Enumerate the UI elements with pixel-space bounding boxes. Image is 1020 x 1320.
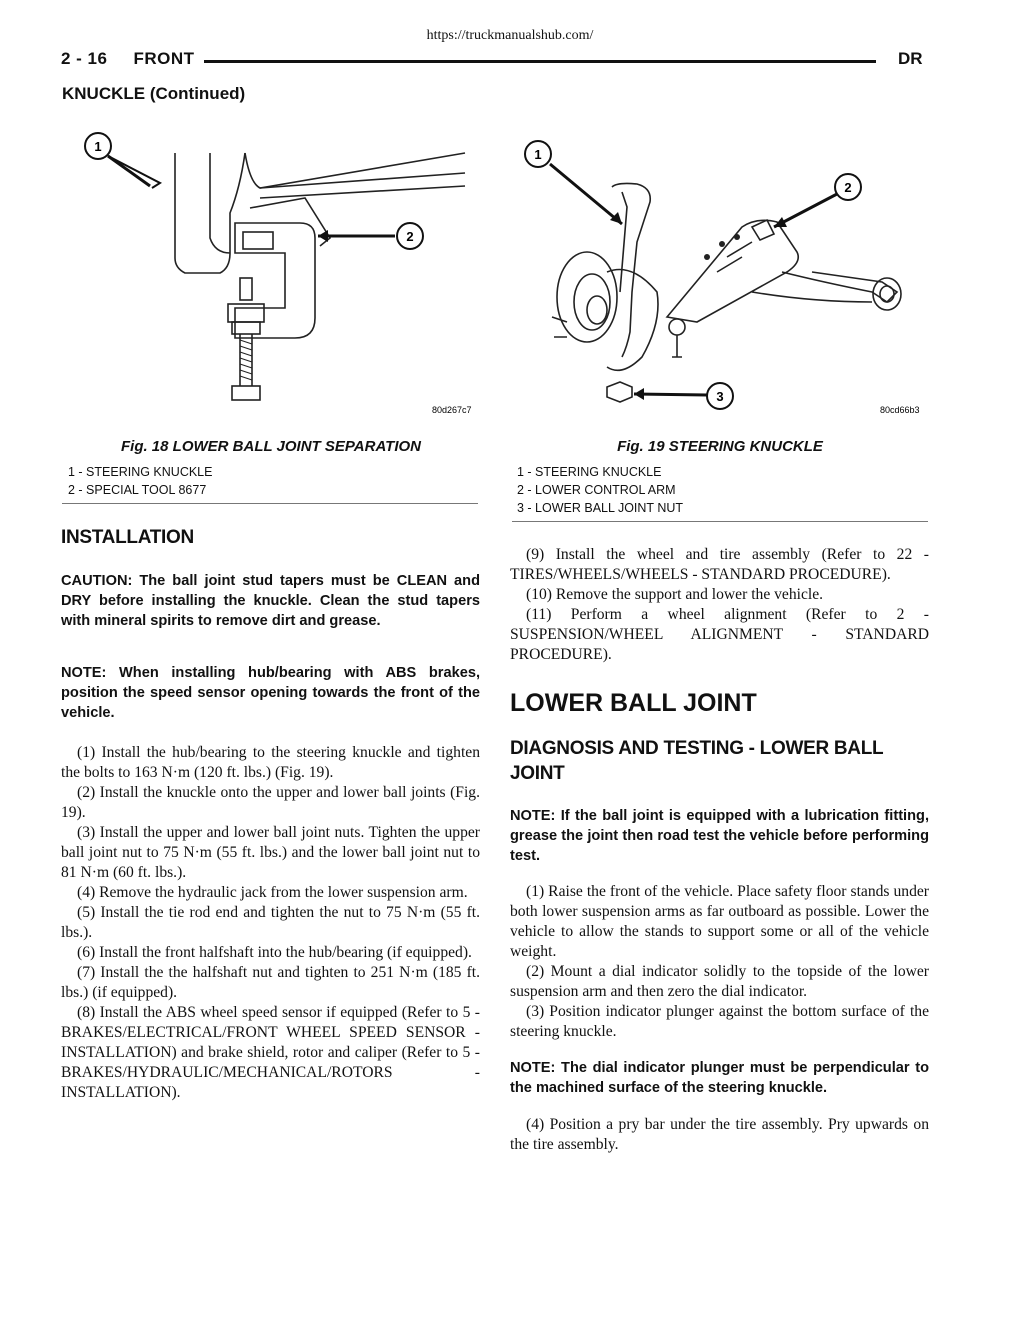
source-url: https://truckmanualshub.com/ — [426, 28, 594, 43]
install-step: (11) Perform a wheel alignment (Refer to 2 - SUSPENSION/WHEEL ALIGNMENT - STANDARD PROCEDURE). — [510, 606, 929, 663]
lower-ball-joint-heading: LOWER BALL JOINT — [510, 689, 757, 717]
right-column — [510, 545, 929, 1155]
figure-18-legend-item: 2 - SPECIAL TOOL 8677 — [68, 483, 207, 497]
diagnosis-step: (4) Position a pry bar under the tire assembly. Pry upwards on the tire assembly. — [510, 1116, 929, 1153]
figure-18-callout-1: 1 — [94, 139, 102, 154]
figure-19-callout-1: 1 — [534, 147, 542, 162]
figure-19-legend-item: 1 - STEERING KNUCKLE — [517, 465, 662, 479]
install-step: (9) Install the wheel and tire assembly (Refer to 22 - TIRES/WHEELS/WHEELS - STANDARD PROCEDURE). — [510, 546, 929, 583]
left-column — [61, 527, 480, 1103]
lubrication-note: NOTE: If the ball joint is equipped with a lubrication fitting, grease the joint then road test the vehicle before performing test. — [510, 808, 929, 864]
install-step: (10) Remove the support and lower the vehicle. — [526, 586, 824, 603]
abs-note: NOTE: When installing hub/bearing with ABS brakes, position the speed sensor opening towards the front of the vehicle. — [61, 665, 480, 721]
figure-18-legend-item: 1 - STEERING KNUCKLE — [68, 465, 213, 479]
plunger-note: NOTE: The dial indicator plunger must be perpendicular to the machined surface of the steering knuckle. — [510, 1060, 929, 1096]
install-step: (8) Install the ABS wheel speed sensor if equipped (Refer to 5 - BRAKES/ELECTRICAL/FRONT WHEEL SPEED SENSOR - INSTALLATION) and brake shield, rotor and caliper (Refer to 5 - BRAKES/HYDRAULIC/MECHANICAL/ROTORS - INSTALLATION). — [61, 1004, 480, 1101]
installation-heading: INSTALLATION — [61, 527, 194, 548]
page-number: 2 - 16 — [61, 49, 108, 68]
diagnosis-step: (1) Raise the front of the vehicle. Place safety floor stands under both lower suspension arms as far outboard as possible. Lower the vehicle to allow the stands to support some or all of the vehicle weight. — [510, 883, 929, 960]
figure-19-illustration — [512, 132, 930, 422]
install-step: (3) Install the upper and lower ball joint nuts. Tighten the upper ball joint nut to 75 N·m (55 ft. lbs.) and the lower ball joint nut to 81 N·m (60 ft. lbs.). — [61, 824, 480, 881]
figure-19-caption: Fig. 19 STEERING KNUCKLE — [617, 438, 823, 455]
figure-19-code: 80cd66b3 — [880, 405, 920, 415]
figure-18-caption: Fig. 18 LOWER BALL JOINT SEPARATION — [120, 438, 421, 455]
installation-steps — [61, 743, 480, 1103]
section-title: FRONT — [133, 49, 195, 68]
model-code: DR — [898, 49, 923, 68]
figure-19-legend — [517, 463, 927, 517]
header-rule — [204, 60, 876, 63]
figure-19-legend-item: 3 - LOWER BALL JOINT NUT — [517, 501, 684, 515]
page-header-left — [61, 49, 195, 69]
diagnosis-steps — [510, 882, 929, 1042]
figure-19-rule — [512, 521, 928, 522]
figure-19-callout-3: 3 — [716, 389, 724, 404]
figure-19-legend-item: 2 - LOWER CONTROL ARM — [517, 483, 676, 497]
install-step: (7) Install the the halfshaft nut and tighten to 251 N·m (185 ft. lbs.) (if equipped). — [61, 964, 480, 1001]
diagnosis-steps-continued — [510, 1115, 929, 1155]
figure-18-rule — [62, 503, 478, 504]
figure-18-legend — [68, 463, 478, 499]
install-step: (2) Install the knuckle onto the upper and lower ball joints (Fig. 19). — [61, 784, 480, 821]
diagnosis-step: (2) Mount a dial indicator solidly to the topside of the lower suspension arm and then zero the dial indicator. — [510, 963, 929, 1000]
figure-18-illustration — [70, 128, 480, 428]
diagnosis-heading: DIAGNOSIS AND TESTING - LOWER BALL JOINT — [510, 738, 883, 784]
install-step: (6) Install the front halfshaft into the hub/bearing (if equipped). — [77, 944, 472, 961]
install-step: (1) Install the hub/bearing to the steering knuckle and tighten the bolts to 163 N·m (120 ft. lbs.) (Fig. 19). — [61, 744, 480, 781]
diagnosis-step: (3) Position indicator plunger against the bottom surface of the steering knuckle. — [510, 1003, 929, 1040]
install-step: (5) Install the tie rod end and tighten the nut to 75 N·m (55 ft. lbs.). — [61, 904, 480, 941]
figure-19-callout-2: 2 — [844, 180, 852, 195]
figure-18-code: 80d267c7 — [432, 405, 472, 415]
installation-steps-continued — [510, 545, 929, 665]
install-step: (4) Remove the hydraulic jack from the lower suspension arm. — [77, 884, 468, 901]
caution-note: CAUTION: The ball joint stud tapers must be CLEAN and DRY before installing the knuckle. Clean the stud tapers with mineral spirits to remove dirt and grease. — [61, 573, 480, 629]
figure-18-callout-2: 2 — [406, 229, 414, 244]
continued-heading: KNUCKLE (Continued) — [62, 84, 246, 103]
